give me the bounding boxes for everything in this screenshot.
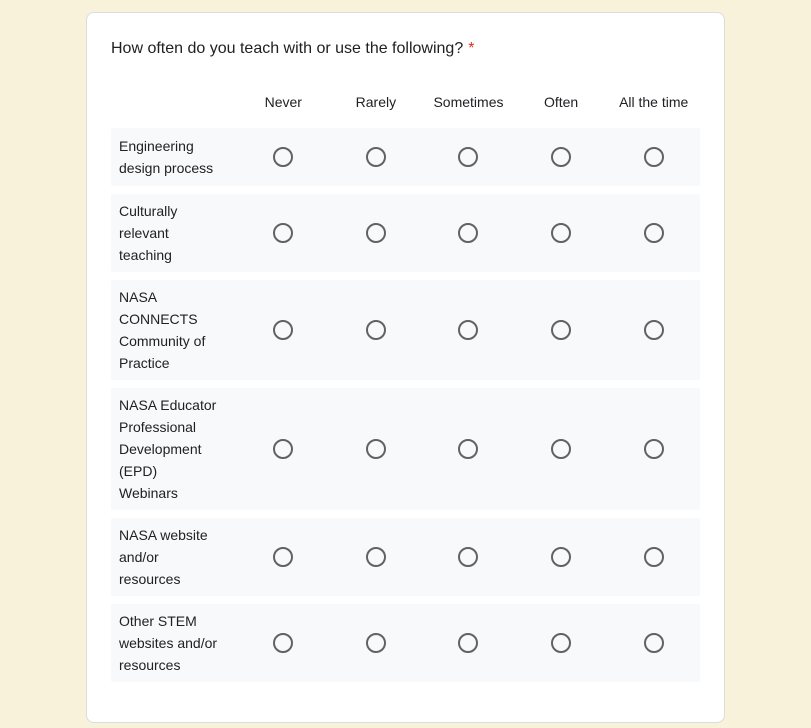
radio-cell[interactable] <box>422 610 515 676</box>
radio-cell[interactable] <box>330 286 423 374</box>
radio-button[interactable] <box>551 320 571 340</box>
grid-row <box>111 604 700 682</box>
radio-cell[interactable] <box>237 200 330 266</box>
required-asterisk: * <box>468 40 475 57</box>
radio-button[interactable] <box>366 439 386 459</box>
radio-cell[interactable] <box>515 524 608 590</box>
radio-cell[interactable] <box>237 394 330 504</box>
column-header: Often <box>543 94 579 110</box>
column-header: All the time <box>619 94 689 110</box>
radio-cell[interactable] <box>422 200 515 266</box>
radio-button[interactable] <box>644 439 664 459</box>
row-label: Other STEM websites and/or resources <box>119 613 218 673</box>
grid-row <box>111 518 700 596</box>
radio-button[interactable] <box>273 633 293 653</box>
grid-row <box>111 194 700 272</box>
grid-row <box>111 388 700 510</box>
radio-cell[interactable] <box>330 134 423 180</box>
radio-cell[interactable] <box>607 524 700 590</box>
column-headers <box>111 91 700 113</box>
radio-cell[interactable] <box>237 524 330 590</box>
radio-cell[interactable] <box>330 394 423 504</box>
radio-cell[interactable] <box>607 134 700 180</box>
radio-button[interactable] <box>366 320 386 340</box>
radio-button[interactable] <box>366 633 386 653</box>
grid-row <box>111 128 700 186</box>
radio-button[interactable] <box>644 633 664 653</box>
radio-cell[interactable] <box>422 394 515 504</box>
radio-cell[interactable] <box>330 610 423 676</box>
radio-grid <box>111 128 700 682</box>
radio-cell[interactable] <box>237 286 330 374</box>
question-card <box>86 12 725 723</box>
radio-button[interactable] <box>551 547 571 567</box>
column-header: Sometimes <box>433 94 504 110</box>
question-title <box>111 37 700 61</box>
radio-cell[interactable] <box>515 610 608 676</box>
radio-button[interactable] <box>366 223 386 243</box>
row-label: NASA CONNECTS Community of Practice <box>119 289 206 371</box>
radio-button[interactable] <box>366 547 386 567</box>
radio-button[interactable] <box>551 147 571 167</box>
question-title-text: How often do you teach with or use the following? <box>111 40 464 57</box>
radio-cell[interactable] <box>422 134 515 180</box>
radio-button[interactable] <box>644 547 664 567</box>
column-header: Rarely <box>355 94 397 110</box>
radio-button[interactable] <box>458 223 478 243</box>
radio-button[interactable] <box>458 547 478 567</box>
radio-button[interactable] <box>273 439 293 459</box>
radio-cell[interactable] <box>237 134 330 180</box>
radio-cell[interactable] <box>607 394 700 504</box>
grid-row <box>111 280 700 380</box>
row-label: NASA website and/or resources <box>119 527 208 587</box>
radio-button[interactable] <box>551 633 571 653</box>
radio-cell[interactable] <box>330 524 423 590</box>
radio-button[interactable] <box>273 547 293 567</box>
radio-button[interactable] <box>551 439 571 459</box>
radio-button[interactable] <box>458 633 478 653</box>
radio-cell[interactable] <box>237 610 330 676</box>
radio-button[interactable] <box>273 223 293 243</box>
radio-cell[interactable] <box>515 286 608 374</box>
radio-button[interactable] <box>366 147 386 167</box>
radio-button[interactable] <box>644 320 664 340</box>
radio-button[interactable] <box>458 320 478 340</box>
column-header: Never <box>264 94 302 110</box>
radio-cell[interactable] <box>515 134 608 180</box>
radio-button[interactable] <box>458 147 478 167</box>
row-label: NASA Educator Professional Development (EPD) Webinars <box>119 397 217 501</box>
radio-button[interactable] <box>644 147 664 167</box>
radio-cell[interactable] <box>515 394 608 504</box>
radio-button[interactable] <box>551 223 571 243</box>
radio-cell[interactable] <box>607 200 700 266</box>
radio-cell[interactable] <box>422 524 515 590</box>
radio-cell[interactable] <box>607 610 700 676</box>
radio-cell[interactable] <box>422 286 515 374</box>
row-label: Culturally relevant teaching <box>119 203 178 263</box>
page-background <box>0 12 811 723</box>
radio-button[interactable] <box>458 439 478 459</box>
radio-button[interactable] <box>644 223 664 243</box>
radio-button[interactable] <box>273 320 293 340</box>
row-label: Engineering design process <box>119 138 214 176</box>
radio-cell[interactable] <box>607 286 700 374</box>
radio-cell[interactable] <box>330 200 423 266</box>
radio-button[interactable] <box>273 147 293 167</box>
radio-cell[interactable] <box>515 200 608 266</box>
